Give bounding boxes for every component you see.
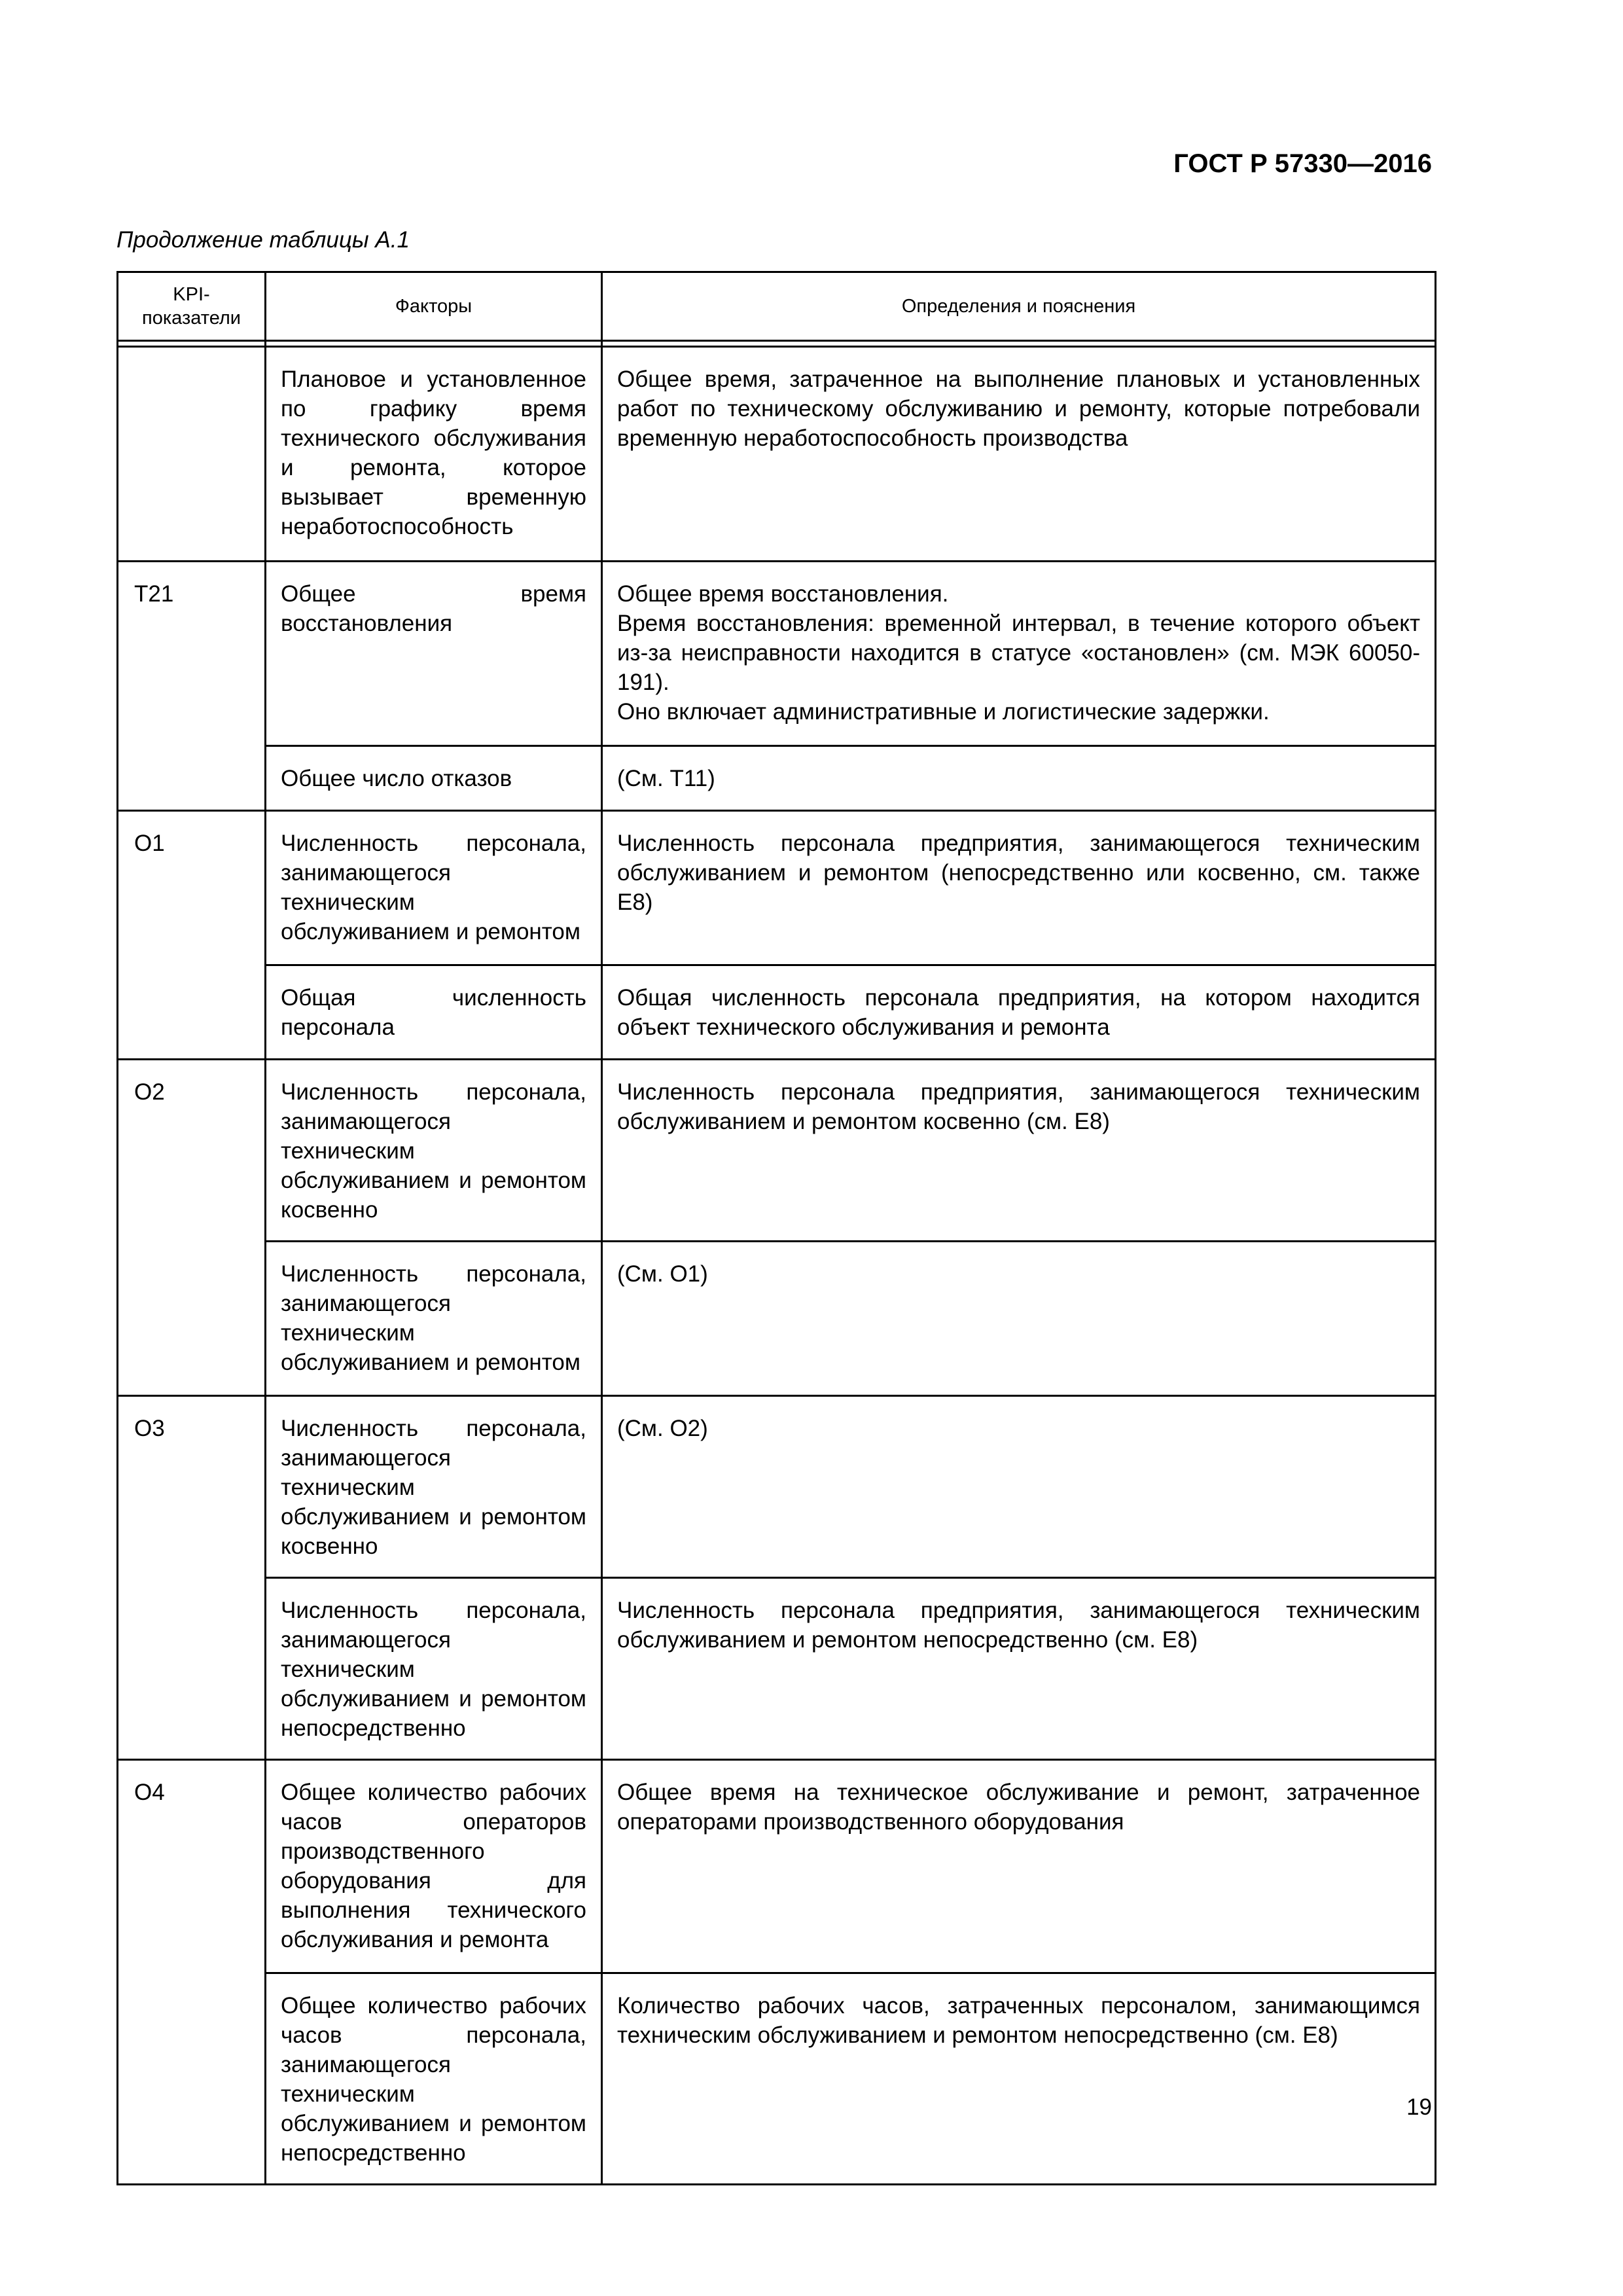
table-row: [118, 1060, 1436, 1242]
factor-cell: Общее число отказов: [266, 746, 602, 811]
factor-cell: Численность персонала, занимающегося техническим обслуживанием и ремонтом косвенно: [266, 1396, 602, 1578]
table-row: [118, 1242, 1436, 1396]
table-row: [118, 1760, 1436, 1973]
factor-cell: Общее количество рабочих часов операторов производственного оборудования для выполнения технического обслуживания и ремонта: [266, 1760, 602, 1973]
definition-cell: (См. Т11): [602, 746, 1436, 811]
factor-cell: Численность персонала, занимающегося техническим обслуживанием и ремонтом непосредственно: [266, 1578, 602, 1760]
definition-cell: Общее время, затраченное на выполнение плановых и установленных работ по техническому обслуживанию и ремонту, которые потребовали временную неработоспособность производства: [602, 347, 1436, 562]
factor-cell: Общая численность персонала: [266, 965, 602, 1060]
kpi-cell: О4: [118, 1760, 266, 2185]
definition-cell: Численность персонала предприятия, занимающегося техническим обслуживанием и ремонтом (непосредственно или косвенно, см. также Е8): [602, 811, 1436, 965]
table-caption: Продолжение таблицы А.1: [116, 227, 410, 253]
table-row: [118, 1578, 1436, 1760]
table-row: [118, 1973, 1436, 2185]
kpi-table: [116, 271, 1436, 2185]
definition-cell: Общая численность персонала предприятия, на котором находится объект технического обслуживания и ремонта: [602, 965, 1436, 1060]
header-separator: [118, 341, 1436, 347]
table-row: [118, 562, 1436, 746]
factor-cell: Численность персонала, занимающегося техническим обслуживанием и ремонтом: [266, 1242, 602, 1396]
definition-cell: Численность персонала предприятия, занимающегося техническим обслуживанием и ремонтом непосредственно (см. Е8): [602, 1578, 1436, 1760]
kpi-cell: [118, 347, 266, 562]
definition-cell: (См. О1): [602, 1242, 1436, 1396]
table-header-row: [118, 272, 1436, 341]
column-header-definitions: Определения и пояснения: [602, 272, 1436, 341]
factor-cell: Плановое и установленное по графику время технического обслуживания и ремонта, которое вызывает временную неработоспособность: [266, 347, 602, 562]
definition-cell: Численность персонала предприятия, занимающегося техническим обслуживанием и ремонтом косвенно (см. Е8): [602, 1060, 1436, 1242]
definition-line: Время восстановления: временной интервал, в течение которого объект из-за неисправности находится в статусе «остановлен» (см. МЭК 60050-191).: [617, 611, 1420, 695]
kpi-cell: О1: [118, 811, 266, 1060]
table-row: [118, 811, 1436, 965]
kpi-cell: Т21: [118, 562, 266, 811]
kpi-cell: О2: [118, 1060, 266, 1396]
column-header-kpi: KPI-показатели: [118, 272, 266, 341]
column-header-factors: Факторы: [266, 272, 602, 341]
factor-cell: Численность персонала, занимающегося техническим обслуживанием и ремонтом: [266, 811, 602, 965]
definition-line: Оно включает административные и логистические задержки.: [617, 699, 1270, 725]
factor-cell: Общее время восстановления: [266, 562, 602, 746]
page-number: 19: [1406, 2094, 1432, 2120]
document-code: ГОСТ Р 57330—2016: [1173, 149, 1432, 178]
definition-cell: Общее время на техническое обслуживание и ремонт, затраченное операторами производственного оборудования: [602, 1760, 1436, 1973]
factor-cell: Численность персонала, занимающегося техническим обслуживанием и ремонтом косвенно: [266, 1060, 602, 1242]
table-row: [118, 746, 1436, 811]
definition-cell: (См. О2): [602, 1396, 1436, 1578]
definition-cell: Количество рабочих часов, затраченных персоналом, занимающимся техническим обслуживанием и ремонтом непосредственно (см. Е8): [602, 1973, 1436, 2185]
table-row: [118, 1396, 1436, 1578]
table-row: [118, 965, 1436, 1060]
definition-line: Общее время восстановления.: [617, 581, 949, 607]
kpi-cell: О3: [118, 1396, 266, 1760]
table-row: [118, 347, 1436, 562]
definition-cell: [602, 562, 1436, 746]
factor-cell: Общее количество рабочих часов персонала, занимающегося техническим обслуживанием и ремонтом непосредственно: [266, 1973, 602, 2185]
